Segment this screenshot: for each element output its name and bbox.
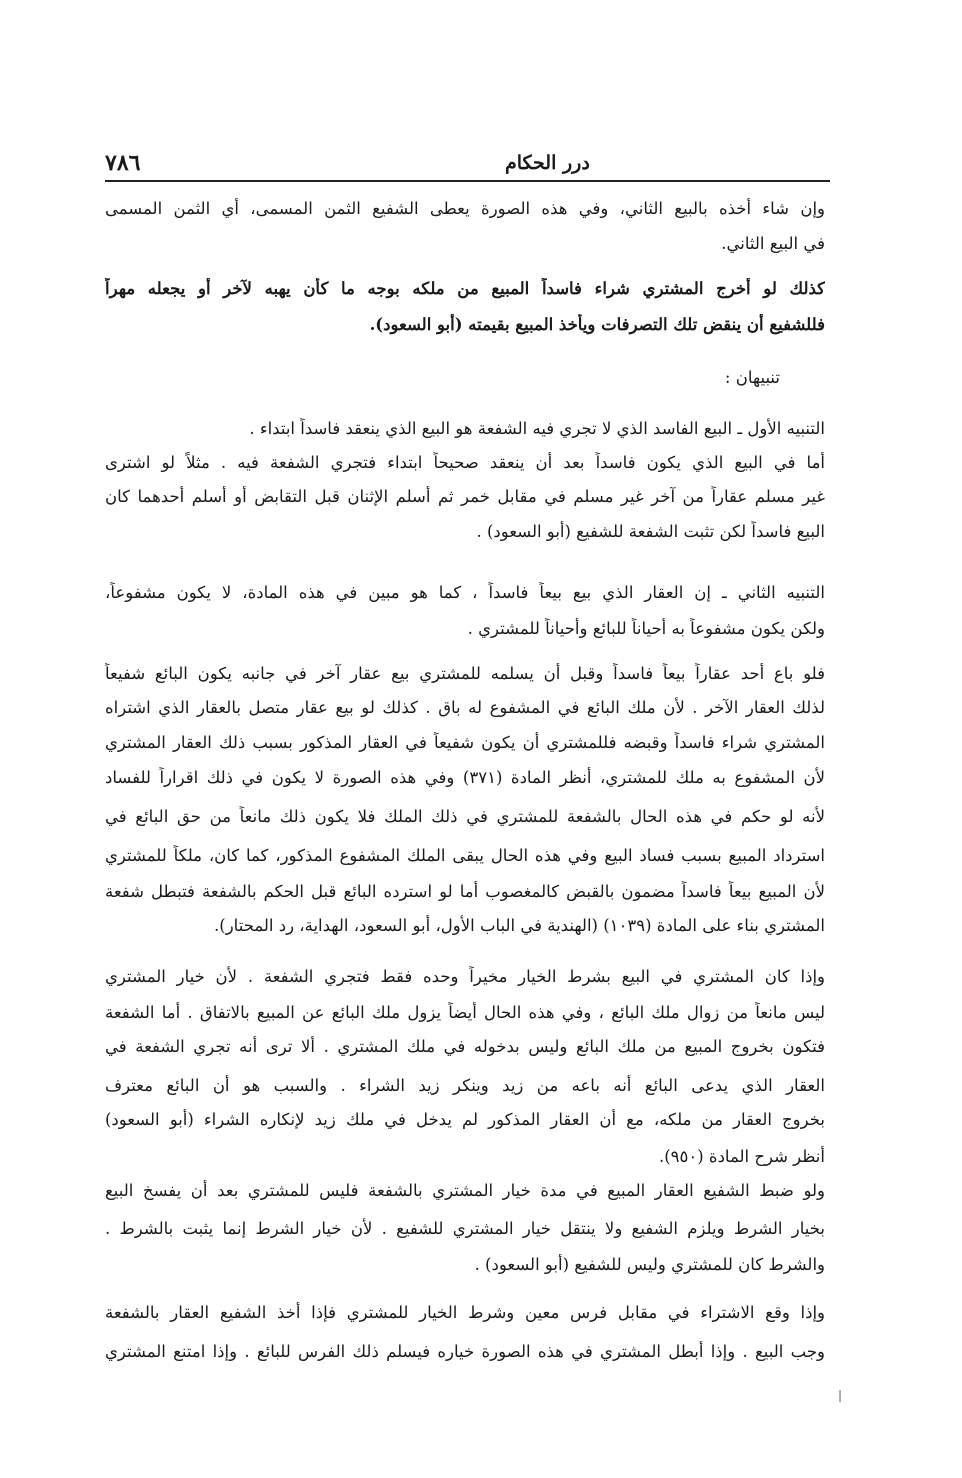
text-line: بخروج العقار من ملكه، مع أن العقار المذكور لم يدخل في ملك زيد لإنكاره الشراء (أبو السعود) [105,1110,825,1129]
page-header [105,150,830,180]
page-number: ٧٨٦ [105,150,141,176]
text-line: فلو باع أحد عقاراً بيعاً فاسداً وقبل أن يسلمه للمشتري بيع عقار آخر في جانبه يكون البائع شفيعاً [105,664,825,683]
text-line: في البيع الثاني. [721,234,825,253]
text-line: التنبيه الأول ـ البيع الفاسد الذي لا تجري فيه الشفعة هو البيع الذي ينعقد فاسداً ابتداء . [249,419,825,438]
text-line: لأن المبيع بيعاً فاسداً مضمون بالقبض كالمغصوب أما لو استرده البائع قبل الحكم بالشفعة فتبطل شفعة [105,882,825,901]
running-title: درر الحكام [505,152,590,174]
text-line: ولكن يكون مشفوعاً به أحياناً للبائع وأحياناً للمشتري . [467,619,825,638]
text-line: المشتري شراء فاسداً وقبضه فللمشتري أن يكون شفيعاً في العقار المذكور بسبب ذلك العقار المشتري [105,733,825,752]
text-line: العقار الذي يدعى البائع أنه باعه من زيد وينكر زيد الشراء . والسبب هو أن البائع معترف [105,1076,825,1095]
text-line: أما في البيع الذي يكون فاسداً بعد أن ينعقد صحيحاً ابتداء فتجري الشفعة فيه . مثلاً لو اشترى [105,453,825,472]
text-line: والشرط كان للمشتري وليس للشفيع (أبو السعود) . [474,1255,825,1274]
text-line: وإن شاء أخذه بالبيع الثاني، وفي هذه الصورة يعطى الشفيع الثمن المسمى، أي الثمن المسمى [105,199,825,218]
text-line: ولو ضبط الشفيع العقار المبيع في مدة خيار المشتري بالشفعة فليس للمشتري بعد أن يفسخ البيع [105,1181,825,1200]
text-line: لأنه لو حكم في هذه الحال بالشفعة للمشتري في ذلك الملك فلا يكون ذلك مانعاً من حق البائع في [105,807,825,826]
text-line: فللشفيع أن ينقض تلك التصرفات ويأخذ المبيع بقيمته (أبو السعود). [369,315,825,334]
text-line: لأن المشفوع به ملك للمشتري، أنظر المادة (٣٧١) وفي هذه الصورة لا يكون في ذلك اقراراً للفساد [105,768,825,787]
text-line: التنبيه الثاني ـ إن العقار الذي بيع بيعاً فاسداً ، كما هو مبين في هذه المادة، لا يكون مشفوعاً، [105,583,825,602]
text-line: غير مسلم عقاراً من آخر غير مسلم في مقابل خمر ثم أسلم الإثنان قبل التقابض أو أسلم أحدهما كان [105,487,825,506]
text-line: لذلك العقار الآخر . لأن ملك البائع في المشفوع له باق . كذلك لو بيع عقار متصل بالعقار الذي اشتراه [105,698,825,717]
text-line: المشتري بناء على المادة (١٠٣٩) (الهندية في الباب الأول، أبو السعود، الهداية، رد المحتار). [214,916,825,935]
text-line: وإذا كان المشتري في البيع بشرط الخيار مخيراً وحده فقط فتجري الشفعة . لأن خيار المشتري [105,967,825,986]
scan-mark: | [838,1388,843,1402]
text-line: وجب البيع . وإذا أبطل المشتري في هذه الصورة خياره فيسلم ذلك الفرس للبائع . وإذا امتنع المشتري [105,1342,825,1361]
text-line: ليس مانعاً من زوال ملك البائع ، وفي هذه الحال أيضاً يزول ملك البائع عن المبيع بالاتفاق . أما الشفعة [105,1003,825,1022]
text-line: البيع فاسداً لكن تثبت الشفعة للشفيع (أبو السعود) . [476,522,825,541]
text-line: أنظر شرح المادة (٩٥٠). [658,1147,825,1166]
section-heading: تنبيهان : [724,368,780,387]
text-line: وإذا وقع الاشتراء في مقابل فرس معين وشرط الخيار للمشتري فإذا أخذ الشفيع العقار بالشفعة [105,1303,825,1322]
text-line: كذلك لو أخرج المشتري شراء فاسداً المبيع من ملكه بوجه ما كأن يهبه لآخر أو يجعله مهراً [105,279,825,298]
text-line: فتكون بخروج المبيع من ملك البائع وليس بدخوله في ملك المشتري . ألا ترى أنه تجري الشفعة في [105,1037,825,1056]
header-rule [105,180,830,182]
text-line: استرداد المبيع بسبب فساد البيع وفي هذه الحال يبقى الملك المشفوع المذكور، كما كان، ملكاً للمشتري [105,846,825,865]
text-line: بخيار الشرط ويلزم الشفيع ولا ينتقل خيار المشتري للشفيع . لأن خيار الشرط إنما يثبت بالشرط . [105,1219,825,1238]
